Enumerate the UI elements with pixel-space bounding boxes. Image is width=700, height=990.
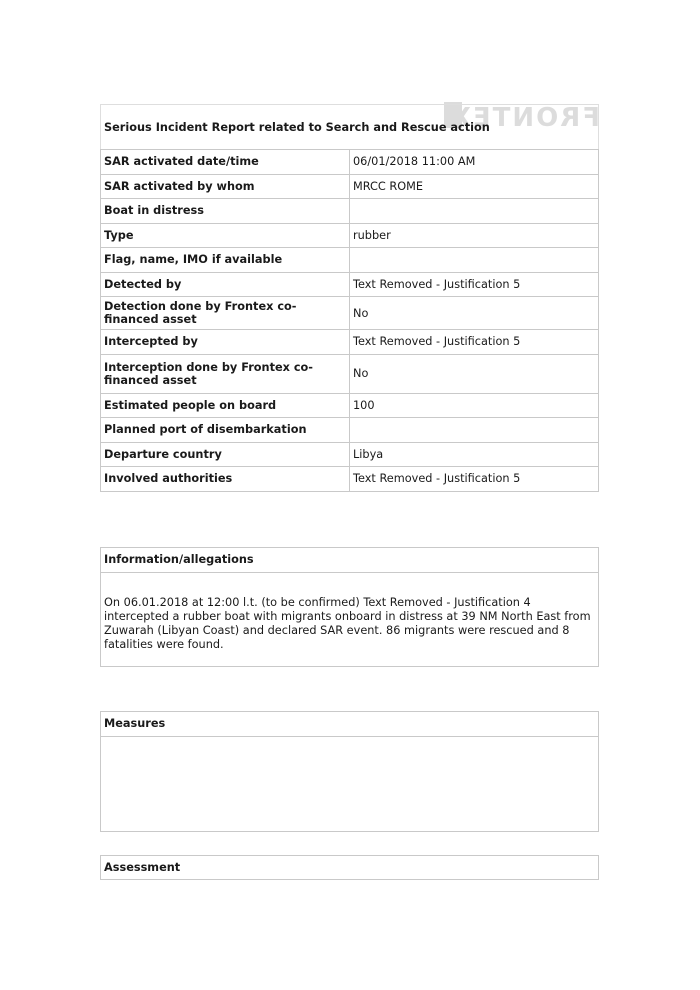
row-value: MRCC ROME <box>350 174 599 199</box>
row-label: Intercepted by <box>101 330 350 355</box>
row-value: Libya <box>350 442 599 467</box>
row-label: Detected by <box>101 272 350 297</box>
row-value: Text Removed - Justification 5 <box>350 272 599 297</box>
row-label: Boat in distress <box>101 199 350 224</box>
report-title-row <box>101 105 599 150</box>
table-row <box>101 248 599 273</box>
assessment-section <box>100 855 599 880</box>
information-text: On 06.01.2018 at 12:00 l.t. (to be confirmed) Text Removed - Justification 4 intercepted a rubber boat with migrants onboard in distress at 39 NM North East from Zuwarah (Libyan Coast) and declared SAR event. 86 migrants were rescued and 8 fatalities were found. <box>104 596 591 651</box>
svg-text:FRONTEX: FRONTEX <box>448 103 600 133</box>
table-row <box>101 418 599 443</box>
row-value <box>350 199 599 224</box>
row-label: SAR activated date/time <box>101 150 350 175</box>
table-row <box>101 199 599 224</box>
row-value: 06/01/2018 11:00 AM <box>350 150 599 175</box>
table-row <box>101 272 599 297</box>
row-label: Estimated people on board <box>101 393 350 418</box>
sar-report-table <box>100 104 599 492</box>
row-label: Interception done by Frontex co-financed asset <box>101 354 350 393</box>
report-title: Serious Incident Report related to Search and Rescue action <box>104 120 490 134</box>
row-label: SAR activated by whom <box>101 174 350 199</box>
table-row <box>101 354 599 393</box>
table-row <box>101 150 599 175</box>
table-row <box>101 174 599 199</box>
row-value <box>350 248 599 273</box>
row-label: Planned port of disembarkation <box>101 418 350 443</box>
row-value: rubber <box>350 223 599 248</box>
table-row <box>101 330 599 355</box>
row-value <box>350 418 599 443</box>
row-value: 100 <box>350 393 599 418</box>
row-label: Involved authorities <box>101 467 350 492</box>
row-label: Type <box>101 223 350 248</box>
table-row <box>101 442 599 467</box>
row-value: Text Removed - Justification 5 <box>350 330 599 355</box>
information-section <box>100 547 599 667</box>
row-value: Text Removed - Justification 5 <box>350 467 599 492</box>
row-value: No <box>350 354 599 393</box>
assessment-heading: Assessment <box>104 861 181 874</box>
table-row <box>101 393 599 418</box>
measures-section <box>100 711 599 832</box>
row-label: Detection done by Frontex co-financed asset <box>101 297 350 330</box>
information-heading: Information/allegations <box>101 548 598 573</box>
row-label: Departure country <box>101 442 350 467</box>
measures-heading: Measures <box>101 712 598 737</box>
table-row <box>101 467 599 492</box>
table-row <box>101 223 599 248</box>
table-row <box>101 297 599 330</box>
report-title-cell <box>101 105 599 150</box>
row-label: Flag, name, IMO if available <box>101 248 350 273</box>
row-value: No <box>350 297 599 330</box>
